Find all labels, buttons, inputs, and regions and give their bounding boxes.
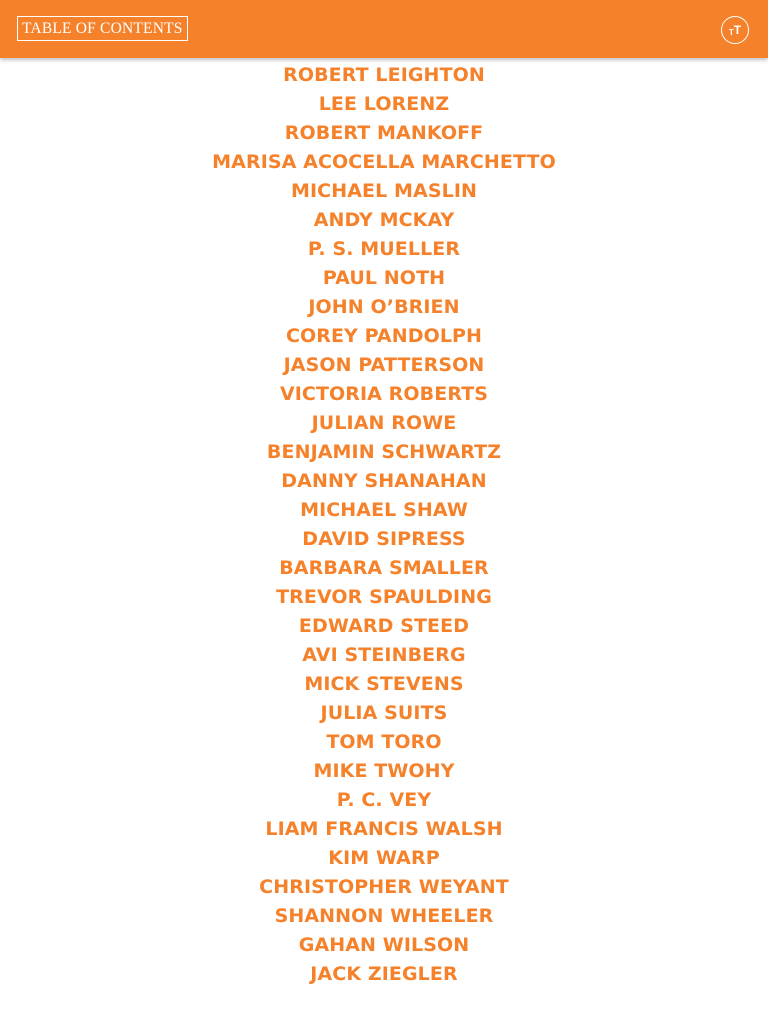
contributor-name[interactable]: ANDY MCKAY bbox=[313, 209, 455, 231]
contributor-name[interactable]: MICHAEL MASLIN bbox=[290, 180, 477, 202]
contributor-name[interactable]: PAUL NOTH bbox=[322, 267, 446, 289]
contributor-name[interactable]: ROBERT LEIGHTON bbox=[283, 64, 485, 86]
contributor-name[interactable]: ROBERT MANKOFF bbox=[284, 122, 484, 144]
contributor-name[interactable]: COREY PANDOLPH bbox=[285, 325, 483, 347]
contributor-name[interactable]: EDWARD STEED bbox=[298, 615, 470, 637]
contributor-name[interactable]: P. C. VEY bbox=[336, 789, 432, 811]
table-of-contents-button[interactable]: TABLE OF CONTENTS bbox=[17, 16, 188, 41]
contributor-name[interactable]: MICK STEVENS bbox=[304, 673, 464, 695]
contributor-name[interactable]: BARBARA SMALLER bbox=[279, 557, 489, 579]
contributor-name[interactable]: P. S. MUELLER bbox=[307, 238, 461, 260]
contributor-name[interactable]: DAVID SIPRESS bbox=[302, 528, 466, 550]
contributor-name[interactable]: JACK ZIEGLER bbox=[310, 963, 458, 985]
contributor-name[interactable]: KIM WARP bbox=[328, 847, 440, 869]
contributor-name[interactable]: GAHAN WILSON bbox=[298, 934, 470, 956]
contributor-name[interactable]: CHRISTOPHER WEYANT bbox=[259, 876, 509, 898]
contributor-name[interactable]: DANNY SHANAHAN bbox=[281, 470, 487, 492]
contributor-name[interactable]: TOM TORO bbox=[326, 731, 442, 753]
contributor-name[interactable]: MIKE TWOHY bbox=[313, 760, 455, 782]
contributor-name[interactable]: JASON PATTERSON bbox=[283, 354, 485, 376]
contributor-name[interactable]: MICHAEL SHAW bbox=[300, 499, 468, 521]
contributor-name[interactable]: SHANNON WHEELER bbox=[274, 905, 494, 927]
contributor-list bbox=[0, 59, 768, 987]
contributor-name[interactable]: MARISA ACOCELLA MARCHETTO bbox=[212, 151, 556, 173]
contributor-name[interactable]: VICTORIA ROBERTS bbox=[279, 383, 489, 405]
contributor-name[interactable]: BENJAMIN SCHWARTZ bbox=[266, 441, 502, 463]
contributor-name[interactable]: JULIA SUITS bbox=[320, 702, 448, 724]
contributor-name[interactable]: LIAM FRANCIS WALSH bbox=[265, 818, 503, 840]
contributor-name[interactable]: JOHN O’BRIEN bbox=[308, 296, 460, 318]
contributor-name[interactable]: TREVOR SPAULDING bbox=[276, 586, 492, 608]
contributor-name[interactable]: AVI STEINBERG bbox=[302, 644, 466, 666]
contributor-name[interactable]: JULIAN ROWE bbox=[311, 412, 457, 434]
text-size-icon[interactable]: TT bbox=[721, 16, 749, 44]
top-toolbar bbox=[0, 0, 768, 58]
contributor-name[interactable]: LEE LORENZ bbox=[318, 93, 450, 115]
